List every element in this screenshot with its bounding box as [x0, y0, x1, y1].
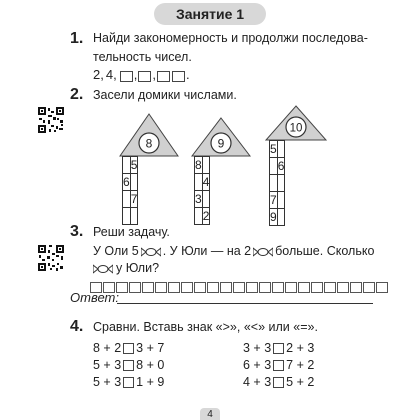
sequence-number-2: 4, — [105, 67, 117, 82]
house-2-cell: 4 — [202, 174, 210, 189]
comparison-expr: 5 + 3 — [93, 358, 122, 372]
candy-icon — [93, 264, 113, 274]
house-2-roof-number: 9 — [217, 136, 225, 151]
house-3-cell: 9 — [270, 209, 277, 224]
house-3-cell[interactable] — [270, 158, 278, 175]
answer-grid-cell[interactable] — [324, 282, 336, 293]
qr-code-icon — [37, 244, 65, 272]
task-3-title: Реши задачу. — [93, 225, 170, 239]
house-3-cell: 6 — [277, 158, 285, 173]
house-1-roof — [118, 112, 180, 158]
comparison-expr: 1 + 9 — [136, 375, 165, 389]
answer-grid-cell[interactable] — [181, 282, 193, 293]
comparison-box[interactable] — [123, 360, 134, 371]
answer-grid-cell[interactable] — [168, 282, 180, 293]
comparison-expr: 5 + 3 — [93, 375, 122, 389]
house-1-cell[interactable] — [123, 191, 131, 208]
house-2-cell[interactable] — [202, 191, 210, 208]
house-1-cell: 5 — [130, 157, 138, 172]
house-2-cell: 8 — [195, 157, 202, 172]
page-number: 4 — [200, 408, 220, 420]
answer-label: Ответ: — [70, 290, 119, 305]
answer-grid-cell[interactable] — [376, 282, 388, 293]
problem-text-part-2: . У Юли — на 2 — [162, 244, 252, 258]
task-1-text — [93, 29, 368, 67]
answer-grid-cell[interactable] — [259, 282, 271, 293]
answer-grid-cell[interactable] — [272, 282, 284, 293]
house-2-cell[interactable] — [202, 157, 210, 174]
sequence-blank-4[interactable] — [172, 71, 185, 82]
answer-grid-cell[interactable] — [298, 282, 310, 293]
house-1-cell — [123, 157, 131, 174]
answer-grid[interactable] — [90, 282, 389, 293]
house-1-cell[interactable] — [123, 208, 131, 225]
qr-code-icon — [37, 106, 65, 134]
house-1-cell[interactable] — [130, 208, 138, 225]
house-2-table — [194, 156, 210, 225]
answer-grid-cell[interactable] — [246, 282, 258, 293]
comparison-expr: 3 + 3 — [243, 341, 272, 355]
comparison-box[interactable] — [273, 343, 284, 354]
number-sequence: 2, 4, , , . — [93, 67, 190, 82]
comparison-box[interactable] — [123, 343, 134, 354]
problem-text-part-3: больше. Сколько — [275, 244, 375, 258]
house-3-cell[interactable] — [277, 192, 285, 209]
lesson-title: Занятие 1 — [154, 3, 266, 25]
comparison-expr: 6 + 3 — [243, 358, 272, 372]
house-3-cell: 5 — [270, 141, 277, 156]
task-4-text: Сравни. Вставь знак «>», «<» или «=». — [93, 320, 318, 334]
answer-grid-cell[interactable] — [207, 282, 219, 293]
comparison-box[interactable] — [123, 377, 134, 388]
house-2-cell[interactable] — [195, 174, 203, 191]
comparison-right-1 — [243, 340, 314, 356]
comparison-box[interactable] — [273, 360, 284, 371]
task-2-text: Засели домики числами. — [93, 88, 237, 102]
sequence-number-1: 2, — [93, 67, 104, 82]
comparison-expr: 7 + 2 — [286, 358, 315, 372]
comparison-expr: 2 + 3 — [286, 341, 315, 355]
house-3-cell: 7 — [270, 192, 277, 207]
comparison-left-1 — [93, 340, 164, 356]
house-3-roof — [264, 104, 328, 142]
candy-icon — [141, 247, 161, 257]
comparison-expr: 4 + 3 — [243, 375, 272, 389]
task-3-problem-line-2 — [93, 259, 159, 278]
house-3-cell[interactable] — [270, 175, 278, 192]
answer-grid-cell[interactable] — [129, 282, 141, 293]
comparison-expr: 3 + 7 — [136, 341, 165, 355]
comparison-expr: 5 + 2 — [286, 375, 315, 389]
house-3-roof-number: 10 — [289, 122, 303, 135]
house-1-cell: 6 — [123, 174, 130, 189]
answer-grid-cell[interactable] — [194, 282, 206, 293]
comparison-left-3 — [93, 374, 164, 390]
comparison-box[interactable] — [273, 377, 284, 388]
comparison-expr: 8 + 2 — [93, 341, 122, 355]
answer-grid-cell[interactable] — [142, 282, 154, 293]
house-2-roof — [190, 116, 252, 158]
comparison-left-2 — [93, 357, 164, 373]
task-2-number: 2. — [70, 86, 84, 103]
sequence-blank-2[interactable] — [138, 71, 151, 82]
house-1-roof-number: 8 — [145, 136, 153, 151]
house-3-cell[interactable] — [277, 141, 285, 158]
house-2-cell[interactable] — [195, 208, 203, 225]
task-3-number: 3. — [70, 223, 84, 240]
candy-icon — [253, 247, 273, 257]
answer-grid-cell[interactable] — [233, 282, 245, 293]
house-3-table — [269, 140, 285, 226]
house-1-cell: 7 — [130, 191, 138, 206]
answer-line[interactable] — [117, 303, 373, 304]
task-1-number: 1. — [70, 30, 84, 47]
house-3-cell[interactable] — [277, 175, 285, 192]
answer-grid-cell[interactable] — [155, 282, 167, 293]
house-2-cell: 2 — [202, 208, 210, 223]
comparison-right-3 — [243, 374, 314, 390]
answer-grid-cell[interactable] — [220, 282, 232, 293]
answer-grid-cell[interactable] — [285, 282, 297, 293]
answer-grid-cell[interactable] — [363, 282, 375, 293]
task-1-line-1: Найди закономерность и продолжи последова- — [93, 31, 368, 45]
problem-text-part-4: у Юли? — [116, 261, 160, 275]
task-4-number: 4. — [70, 318, 84, 335]
answer-grid-cell[interactable] — [350, 282, 362, 293]
task-1-line-2: тельность чисел. — [93, 50, 192, 64]
house-1-table — [122, 156, 138, 225]
sequence-blank-3[interactable] — [157, 71, 170, 82]
answer-grid-cell[interactable] — [311, 282, 323, 293]
house-1-cell[interactable] — [130, 174, 138, 191]
house-2-cell: 3 — [195, 191, 202, 206]
sequence-blank-1[interactable] — [120, 71, 133, 82]
comparison-expr: 8 + 0 — [136, 358, 165, 372]
answer-grid-cell[interactable] — [337, 282, 349, 293]
house-3-cell[interactable] — [277, 209, 285, 226]
problem-text-part-1: У Оли 5 — [93, 244, 139, 258]
comparison-right-2 — [243, 357, 314, 373]
